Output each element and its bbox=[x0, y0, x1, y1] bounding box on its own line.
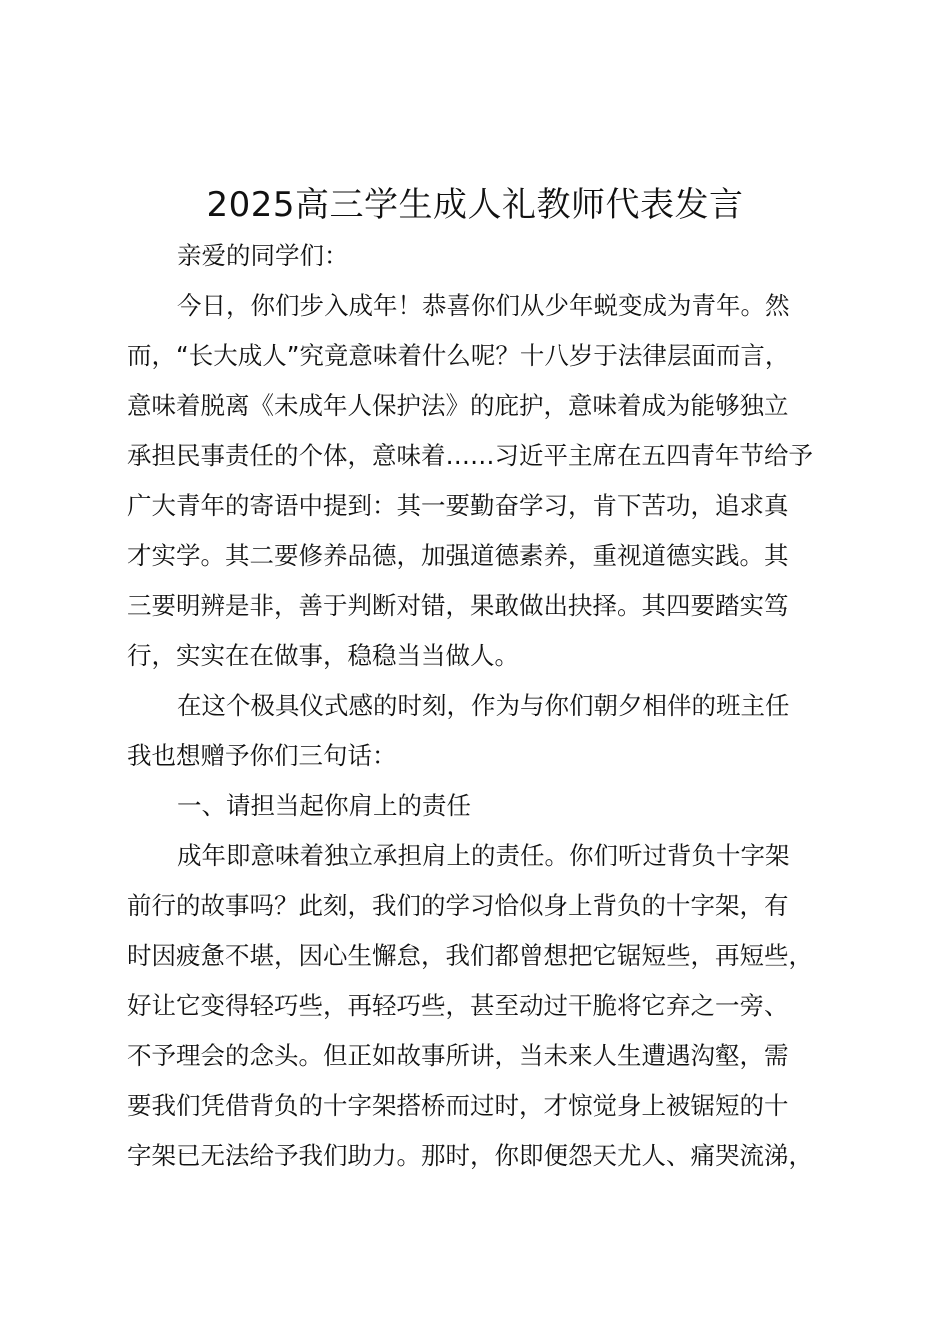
paragraph-line: 我也想赠予你们三句话： bbox=[127, 741, 397, 770]
section-heading: 一、请担当起你肩上的责任 bbox=[177, 791, 471, 820]
paragraph-line: 承担民事责任的个体，意味着……习近平主席在五四青年节给予 bbox=[127, 441, 813, 470]
paragraph-line: 三要明辨是非，善于判断对错，果敢做出抉择。其四要踏实笃 bbox=[127, 591, 789, 620]
paragraph-line: 意味着脱离《未成年人保护法》的庇护，意味着成为能够独立 bbox=[127, 391, 789, 420]
paragraph-line: 时因疲惫不堪，因心生懈怠，我们都曾想把它锯短些，再短些， bbox=[127, 941, 813, 970]
document-title: 2025高三学生成人礼教师代表发言 bbox=[206, 185, 744, 225]
paragraph-line: 在这个极具仪式感的时刻，作为与你们朝夕相伴的班主任 bbox=[177, 691, 790, 720]
paragraph-line: 成年即意味着独立承担肩上的责任。你们听过背负十字架 bbox=[177, 841, 790, 870]
paragraph-line: 不予理会的念头。但正如故事所讲，当未来人生遭遇沟壑，需 bbox=[127, 1041, 789, 1070]
paragraph-line: 行，实实在在做事，稳稳当当做人。 bbox=[127, 641, 519, 670]
paragraph-line: 今日，你们步入成年！恭喜你们从少年蜕变成为青年。然 bbox=[177, 291, 790, 320]
paragraph-line: 前行的故事吗？此刻，我们的学习恰似身上背负的十字架，有 bbox=[127, 891, 789, 920]
paragraph-line: 才实学。其二要修养品德，加强道德素养，重视道德实践。其 bbox=[127, 541, 789, 570]
paragraph-line: 而，“长大成人”究竟意味着什么呢？十八岁于法律层面而言， bbox=[127, 341, 790, 370]
greeting: 亲爱的同学们： bbox=[177, 241, 349, 270]
paragraph-line: 好让它变得轻巧些，再轻巧些，甚至动过干脆将它弃之一旁、 bbox=[127, 991, 789, 1020]
paragraph-line: 要我们凭借背负的十字架搭桥而过时，才惊觉身上被锯短的十 bbox=[127, 1091, 789, 1120]
paragraph-line: 广大青年的寄语中提到：其一要勤奋学习，肯下苦功，追求真 bbox=[127, 491, 789, 520]
paragraph-line: 字架已无法给予我们助力。那时，你即便怨天尤人、痛哭流涕， bbox=[127, 1141, 813, 1170]
